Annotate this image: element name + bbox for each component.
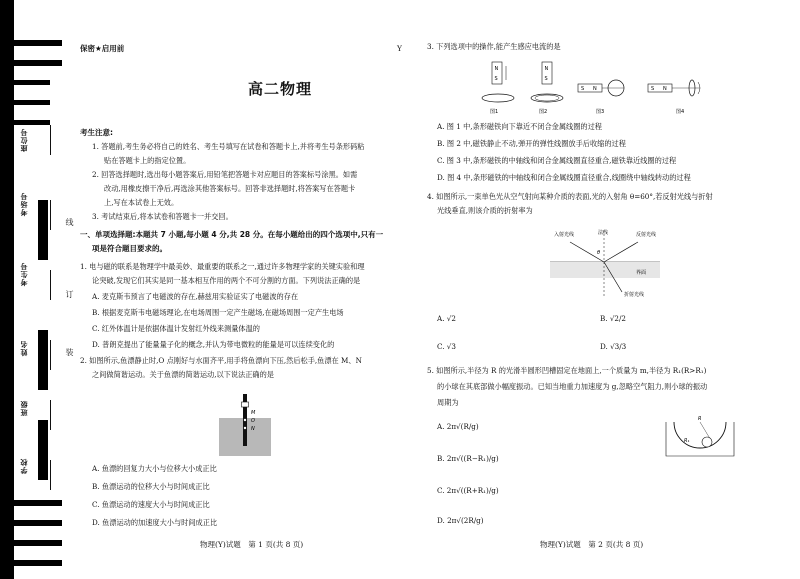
q1-option-b[interactable]: B. 根据麦克斯韦电磁场理论,在电场周围一定产生磁场,在磁场周围一定产生电场 — [92, 308, 344, 317]
fill-line[interactable] — [50, 270, 51, 300]
paper-code: Y — [397, 44, 402, 53]
exam-room-label: 考场号 — [20, 192, 28, 216]
class-label: 班级 — [20, 400, 28, 416]
school-label: 学校 — [20, 458, 28, 474]
binding-stripe — [38, 420, 48, 480]
q5-option-d[interactable]: D. 2π√(2R/g) — [437, 516, 484, 525]
fig2-caption: 图2 — [539, 109, 548, 115]
q4-figure — [540, 222, 670, 300]
fig4-n: N — [663, 86, 667, 92]
binding-stripe — [14, 520, 62, 526]
binding-stripe — [14, 100, 50, 105]
fig1-s: S — [494, 76, 498, 82]
fig1-coil — [482, 94, 514, 102]
binding-stripe — [14, 80, 50, 85]
binding-stripe — [38, 330, 48, 390]
q5-stem: 的小球在其底部做小幅度振动。已知当地重力加速度为 g,忽略空气阻力,则小球的振动 — [437, 382, 708, 391]
fill-line[interactable] — [50, 200, 51, 230]
note-line: 1. 答题前,考生务必将自己的姓名、考生号填写在试卷和答题卡上,并将考生号条形码粘 — [92, 142, 365, 151]
groove-base — [666, 422, 734, 456]
ball — [702, 437, 712, 447]
fig3-n: N — [593, 86, 597, 92]
q4-option-a[interactable]: A. √2 — [437, 314, 456, 323]
binding-stripe — [14, 120, 50, 125]
binding-stripe — [14, 540, 62, 546]
reflected-label: 反射光线 — [636, 232, 657, 238]
label-n: N — [251, 426, 255, 432]
reflected-ray — [604, 242, 638, 262]
fig3-caption: 图3 — [596, 109, 605, 115]
refracted-label: 折射光线 — [624, 292, 645, 298]
binding-stripe — [14, 60, 62, 66]
fill-line[interactable] — [50, 340, 51, 370]
point-n — [244, 427, 246, 429]
incident-label: 入射光线 — [554, 232, 575, 238]
fig4-caption: 图4 — [676, 109, 685, 115]
label-m: M — [251, 410, 256, 416]
fig2-s: S — [544, 76, 548, 82]
radius-label: R — [698, 416, 702, 422]
q2-option-a[interactable]: A. 鱼漂的回复力大小与位移大小成正比 — [92, 464, 217, 473]
q2-stem: 之间做简谐运动。关于鱼漂的简谐运动,以下说法正确的是 — [92, 370, 274, 379]
groove-arc — [674, 422, 726, 448]
q5-stem: 周期为 — [437, 398, 459, 407]
q4-option-c[interactable]: C. √3 — [437, 342, 456, 351]
binding-bar — [0, 0, 14, 579]
q4-option-b[interactable]: B. √2/2 — [600, 314, 626, 323]
candidate-number-label: 考生号 — [20, 262, 28, 286]
footer-left: 物理(Y)试题 第 1 页(共 8 页) — [200, 540, 304, 549]
q1-stem: 1. 电与磁的联系是物理学中最美妙、最重要的联系之一,通过许多物理学家的关键实验和理 — [80, 262, 365, 271]
note-line: 贴在答题卡上的指定位置。 — [104, 156, 191, 165]
ball-radius-label: R₁ — [684, 438, 690, 444]
fill-line[interactable] — [50, 400, 51, 430]
q1-option-a[interactable]: A. 麦克斯韦预言了电磁波的存在,赫兹用实验证实了电磁波的存在 — [92, 292, 299, 301]
theta-label: θ — [597, 250, 601, 256]
q2-option-d[interactable]: D. 鱼漂运动的加速度大小与时间成正比 — [92, 518, 218, 527]
binding-stripe — [14, 500, 62, 506]
fig4-s: S — [651, 86, 655, 92]
q5-stem: 5. 如图所示,半径为 R 的光滑半圆形凹槽固定在地面上,一个质量为 m,半径为 R₁(R>R₁) — [427, 366, 707, 375]
note-line: 改动,用橡皮擦干净后,再选涂其他答案标号。回答非选择题时,将答案写在答题卡 — [104, 184, 356, 193]
q5-figure — [660, 412, 740, 462]
interface-label: 界面 — [636, 270, 647, 276]
q2-figure — [215, 390, 275, 460]
fig2-coil-inner — [535, 95, 559, 101]
q1-stem: 论突破,发现它们其实是同一基本相互作用的两个不可分割的方面。下列说法正确的是 — [92, 276, 361, 285]
note-line: 上,写在本试卷上无效。 — [104, 198, 179, 207]
q4-stem: 4. 如图所示,一束单色光从空气射向某种介质的表面,光的入射角 θ=60°,若反射光线与折射 — [427, 192, 713, 201]
binding-stripe — [38, 200, 48, 260]
normal-label: 法线 — [598, 230, 609, 236]
q5-option-b[interactable]: B. 2π√((R−R₁)/g) — [437, 454, 499, 463]
q1-option-d[interactable]: D. 普朗克提出了能量量子化的概念,并认为带电微粒的能量是可以连续变化的 — [92, 340, 335, 349]
section-heading: 一、单项选择题:本题共 7 小题,每小题 4 分,共 28 分。在每小题给出的四个选项中,只有一 — [80, 230, 384, 239]
binding-margin — [0, 0, 62, 579]
q2-option-c[interactable]: C. 鱼漂运动的速度大小与时间成正比 — [92, 500, 210, 509]
page-title: 高二物理 — [247, 80, 312, 98]
q3-option-b[interactable]: B. 图 2 中,磁铁静止不动,弹开的弹性线圈放手后收缩的过程 — [437, 139, 626, 148]
q3-option-c[interactable]: C. 图 3 中,条形磁铁的中轴线和闭合金属线圈直径重合,磁铁靠近线圈的过程 — [437, 156, 677, 165]
note-line: 3. 考试结束后,将本试卷和答题卡一并交回。 — [92, 212, 233, 221]
fig3-s: S — [581, 86, 585, 92]
q4-stem: 光线垂直,则该介质的折射率为 — [437, 206, 533, 215]
q2-stem: 2. 如图所示,鱼漂静止时,O 点刚好与水面齐平,用手将鱼漂向下压,然后松手,鱼漂在 M、N — [80, 356, 362, 365]
fig1-n: N — [494, 66, 499, 72]
notes-heading: 考生注意: — [80, 128, 113, 137]
point-m — [244, 411, 246, 413]
cut-mark-bind: 订 — [65, 290, 74, 298]
q3-option-d[interactable]: D. 图 4 中,条形磁铁的中轴线和闭合金属线圈直径重合,线圈绕中轴线转动的过程 — [437, 173, 691, 182]
q3-figures — [470, 60, 710, 116]
point-o — [244, 419, 246, 421]
footer-right: 物理(Y)试题 第 2 页(共 8 页) — [540, 540, 644, 549]
q2-option-b[interactable]: B. 鱼漂运动的位移大小与时间成正比 — [92, 482, 210, 491]
fig2-n: N — [544, 66, 549, 72]
note-line: 2. 回答选择题时,选出每小题答案后,用铅笔把答题卡对应题目的答案标号涂黑。如需 — [92, 170, 358, 179]
fig1-caption: 图1 — [490, 109, 499, 115]
binding-stripe — [14, 40, 62, 46]
q3-option-a[interactable]: A. 图 1 中,条形磁铁向下靠近不闭合金属线圈的过程 — [437, 122, 602, 131]
q3-stem: 3. 下列选项中的操作,能产生感应电流的是 — [427, 42, 561, 51]
secret-label: 保密★启用前 — [80, 44, 125, 53]
fill-line[interactable] — [50, 125, 51, 155]
cut-mark-line: 线 — [65, 218, 74, 226]
q4-option-d[interactable]: D. √3/3 — [600, 342, 627, 351]
q5-option-c[interactable]: C. 2π√((R+R₁)/g) — [437, 486, 499, 495]
name-label: 姓名 — [20, 340, 28, 356]
q1-option-c[interactable]: C. 红外体温计是依据体温计发射红外线来测量体温的 — [92, 324, 260, 333]
float-marker — [242, 402, 249, 407]
seat-number-label: 座位号 — [20, 128, 28, 152]
cut-mark-pack: 装 — [65, 348, 74, 356]
fill-line[interactable] — [50, 460, 51, 490]
q5-option-a[interactable]: A. 2π√(R/g) — [437, 422, 479, 431]
section-heading-cont: 项是符合题目要求的。 — [92, 244, 167, 253]
label-o: O — [251, 418, 255, 424]
binding-stripe — [14, 560, 62, 566]
